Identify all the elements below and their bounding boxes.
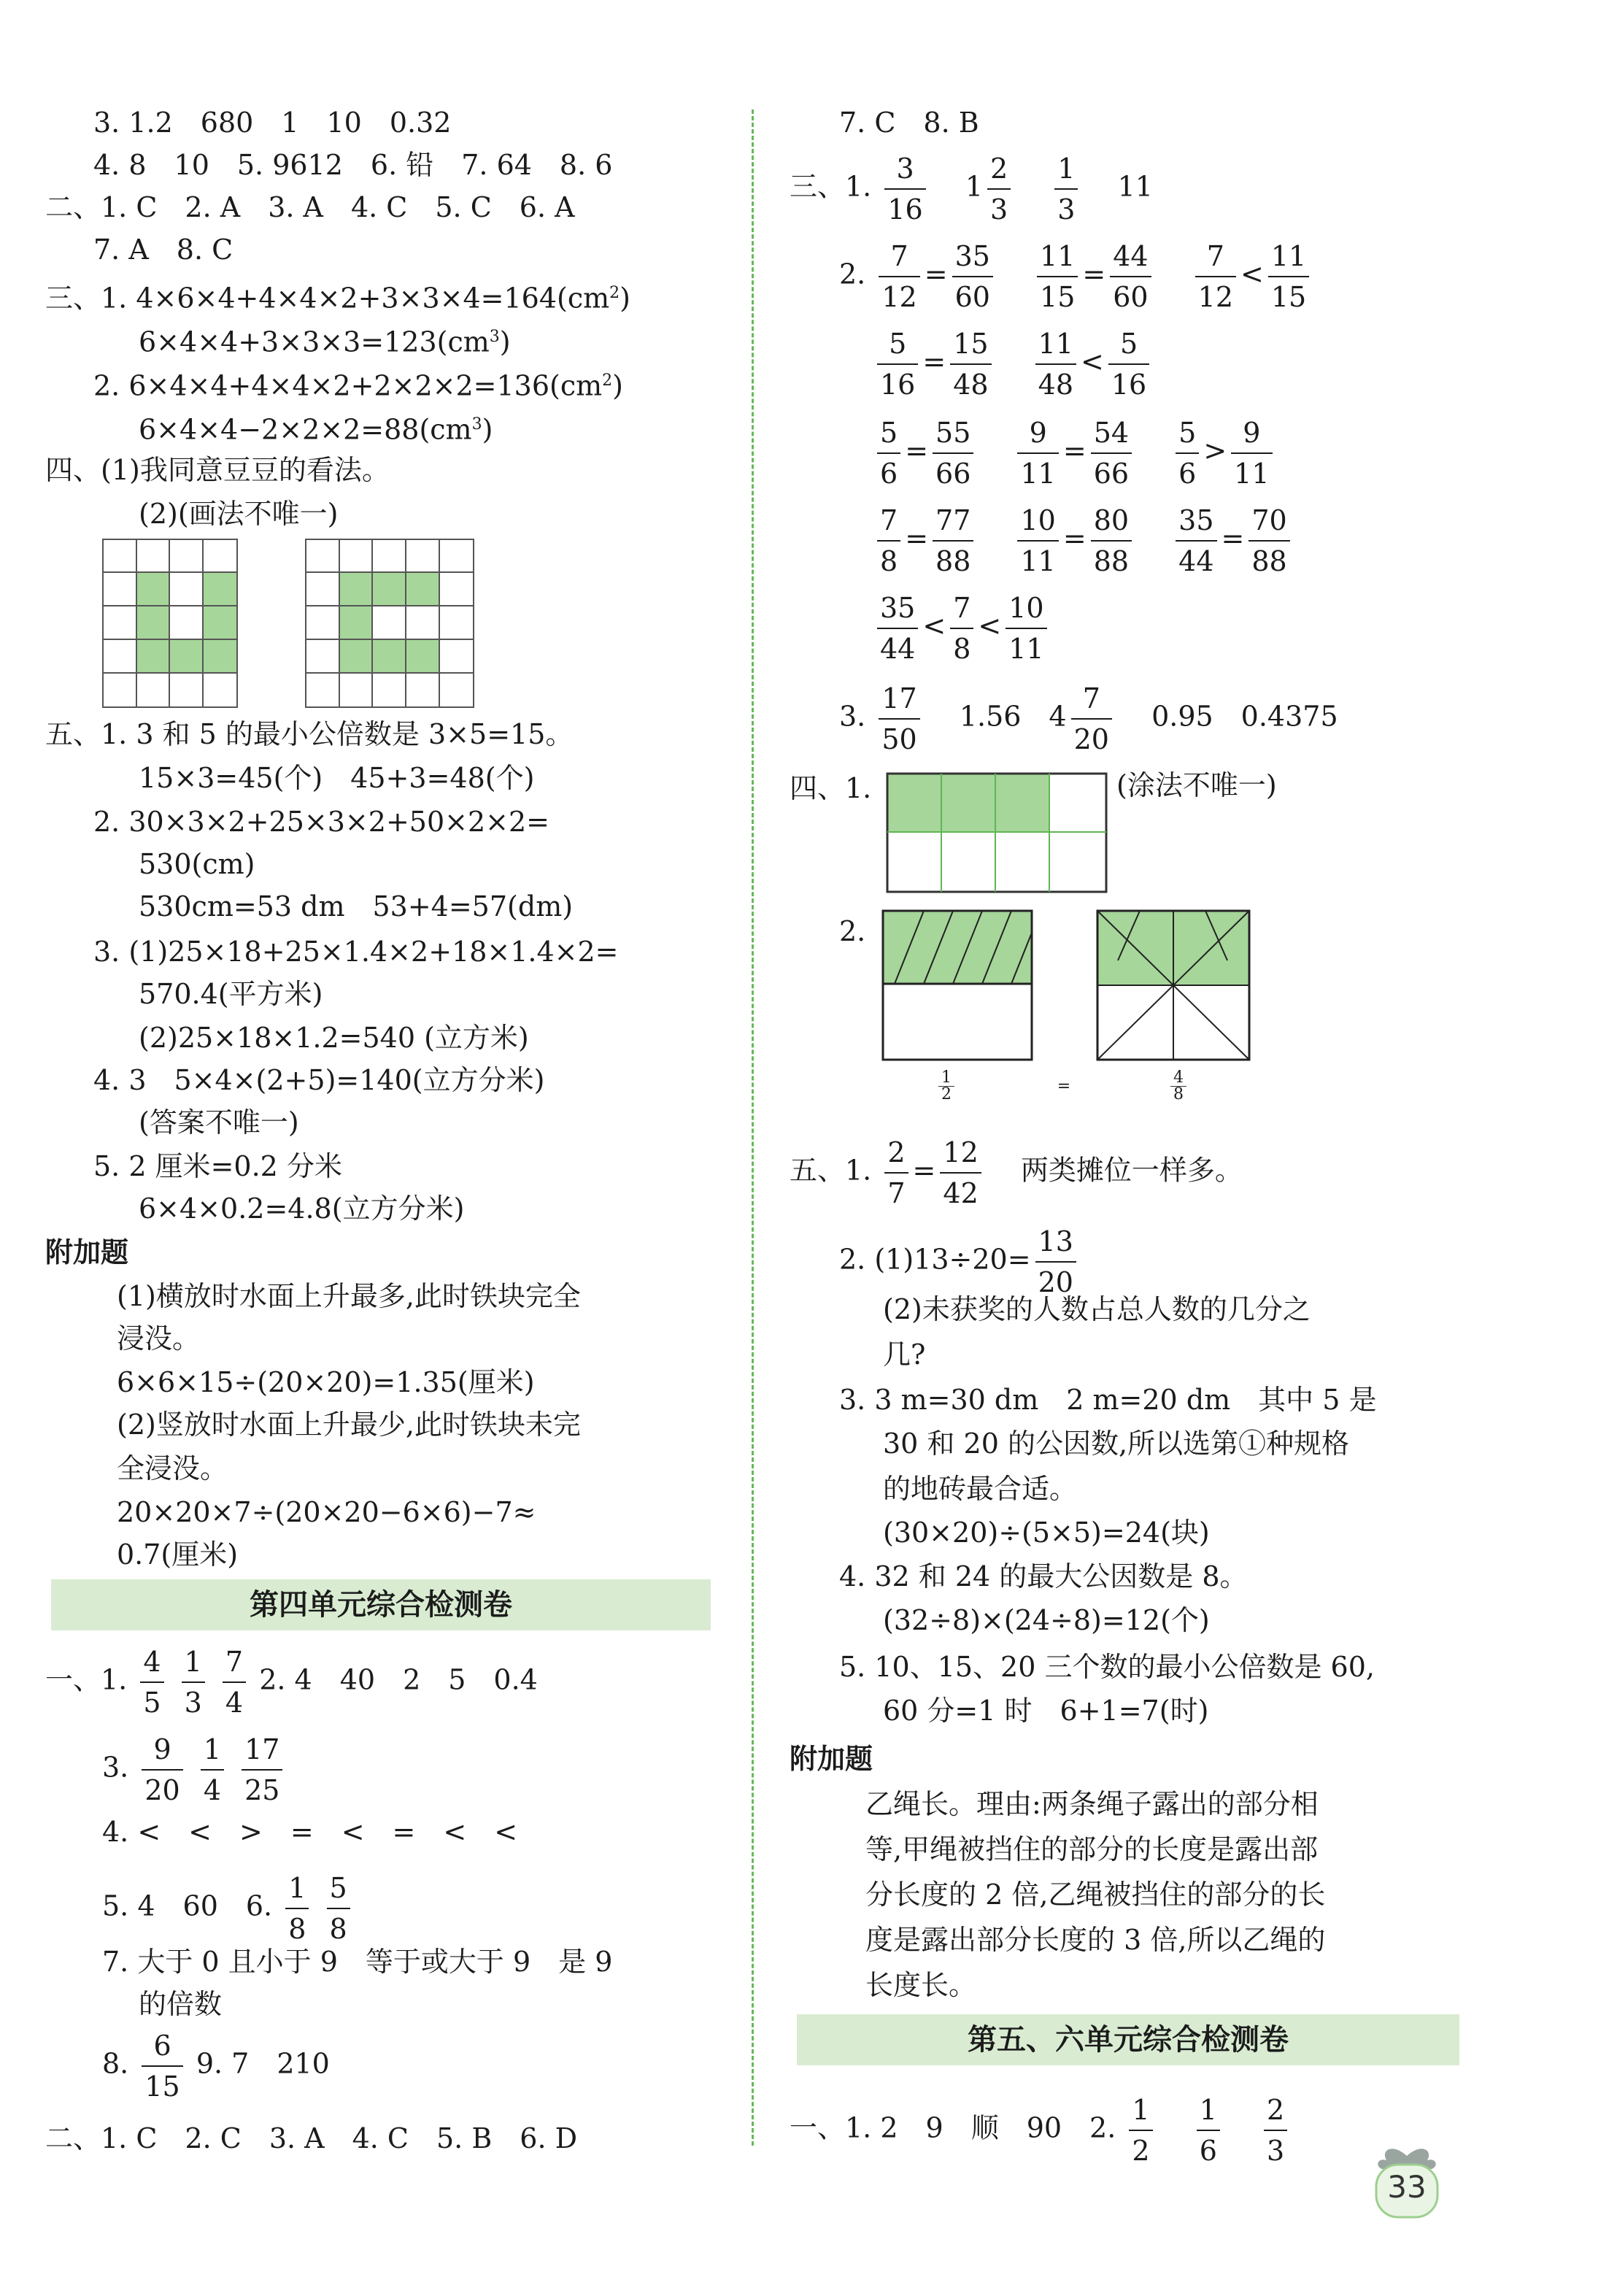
column-divider (752, 109, 754, 2146)
answer-line: 60 分=1 时 6+1=7(时) (883, 1695, 1209, 1727)
answer-line (873, 413, 1277, 493)
answer-text: 两类摊位一样多。 (1020, 1154, 1243, 1187)
answer-line: 20×20×7÷(20×20−6×6)−7≈ (117, 1496, 536, 1528)
grid-drawing-2 (305, 539, 479, 708)
answer-line: 7. 大于 0 且小于 9 等于或大于 9 是 9 (102, 1946, 613, 1978)
fraction: $\frac{5}{6}$ (877, 413, 900, 493)
answer-line: 5. 10、15、20 三个数的最小公倍数是 60, (839, 1651, 1375, 1683)
answer-line (102, 1730, 287, 1810)
answer-line: 全浸没。 (117, 1452, 228, 1484)
answer-line: (答案不唯一) (139, 1106, 299, 1139)
fraction: $\frac{5}{6}$ (1176, 413, 1199, 493)
fraction: $\frac{10}{11}$ (1006, 588, 1046, 669)
answer-line (102, 2026, 330, 2106)
answer-text: 三、1. 4×6×4+4×4×2+3×3×4=164(cm (45, 282, 610, 315)
fraction: $\frac{1}{3}$ (1054, 149, 1078, 229)
answer-line (139, 317, 511, 363)
answer-label: 2. (839, 258, 866, 290)
answer-line: 五、1. 3 和 5 的最小公倍数是 3×5=15。 (45, 718, 574, 750)
fraction: $\frac{55}{66}$ (933, 413, 973, 493)
fraction: $\frac{11}{15}$ (1037, 236, 1078, 317)
operator: = (1062, 434, 1087, 467)
operator: = (1221, 522, 1245, 555)
answer-line (45, 273, 630, 319)
fraction: $\frac{7}{8}$ (950, 588, 973, 669)
answer-line: 四、(1)我同意豆豆的看法。 (45, 454, 390, 486)
answer-line: (32÷8)×(24÷8)=12(个) (883, 1604, 1210, 1636)
answer-label: 一、1. (45, 1663, 128, 1696)
operator: > (1203, 434, 1227, 467)
operator: = (912, 1154, 936, 1187)
fraction: $\frac{2}{3}$ (1264, 2090, 1287, 2170)
answer-text: 2. 4 40 2 5 0.4 (259, 1663, 538, 1696)
answer-line: 四、1. (790, 772, 872, 804)
answer-text: 6×4×4−2×2×2=88(cm (139, 413, 472, 446)
answer-text: 2. (1)13÷20= (839, 1243, 1031, 1276)
answer-line: 0.7(厘米) (117, 1538, 239, 1571)
fraction: $\frac{10}{11}$ (1017, 501, 1058, 581)
fraction: $\frac{1}{4}$ (201, 1730, 224, 1810)
fraction: $\frac{5}{16}$ (877, 324, 918, 404)
answer-line (790, 2090, 1292, 2170)
fraction: $\frac{13}{20}$ (1035, 1222, 1076, 1302)
answer-line: (2)25×18×1.2=540 (立方米) (139, 1022, 529, 1054)
operator: = (924, 258, 948, 290)
answer-label: 3. (839, 700, 866, 733)
fraction: $\frac{4}{5}$ (140, 1642, 163, 1722)
fraction: $\frac{2}{7}$ (884, 1133, 908, 1213)
answer-line (139, 404, 493, 450)
answer-label: 8. (102, 2047, 129, 2080)
fraction: $\frac{11}{15}$ (1268, 236, 1309, 317)
answer-line: 30 和 20 的公因数,所以选第①种规格 (883, 1428, 1350, 1460)
answer-line: 2. 30×3×2+25×3×2+50×2×2= (93, 806, 550, 838)
operator: < (1081, 345, 1104, 378)
equals-sign: = (1057, 1077, 1071, 1095)
fraction: $\frac{7}{20}$ (1071, 679, 1112, 759)
answer-line (45, 1642, 538, 1722)
superscript: 3 (489, 328, 500, 346)
answer-line (839, 236, 1313, 317)
answer-line: 4. 32 和 24 的最大公因数是 8。 (839, 1560, 1248, 1592)
answer-line: (30×20)÷(5×5)=24(块) (883, 1517, 1210, 1549)
fraction: $\frac{15}{48}$ (950, 324, 991, 404)
fraction: $\frac{7}{4}$ (223, 1642, 246, 1722)
answer-line: 570.4(平方米) (139, 978, 323, 1010)
answer-line: 3. 1.2 680 1 10 0.32 (93, 107, 452, 139)
fraction: $\frac{6}{15}$ (142, 2026, 182, 2106)
fraction: $\frac{35}{44}$ (1176, 501, 1216, 581)
answer-line: 530(cm) (139, 848, 255, 880)
answer-text: ) (620, 282, 630, 315)
answer-text: 0.95 0.4375 (1151, 700, 1338, 733)
answer-line (790, 149, 1153, 229)
superscript: 3 (471, 415, 482, 434)
answer-line: 几? (883, 1338, 926, 1371)
answer-line: 4. < < > = < = < < (102, 1816, 518, 1848)
fraction: $\frac{11}{48}$ (1035, 324, 1076, 404)
fraction: $\frac{1}{2}$ (938, 1070, 954, 1103)
operator: = (1062, 522, 1087, 555)
answer-text: ) (482, 413, 493, 446)
answer-text: ) (612, 369, 623, 402)
answer-line: (1)横放时水面上升最多,此时铁块完全 (117, 1280, 581, 1312)
fraction: $\frac{70}{88}$ (1249, 501, 1289, 581)
answer-line: 7. A 8. C (93, 234, 234, 266)
fraction: $\frac{44}{60}$ (1110, 236, 1151, 317)
answer-line: 二、1. C 2. A 3. A 4. C 5. C 6. A (45, 191, 575, 223)
page-number (1370, 2140, 1443, 2220)
answer-line: 15×3=45(个) 45+3=48(个) (139, 762, 535, 794)
operator: = (905, 522, 929, 555)
operator: < (1240, 258, 1264, 290)
fraction: $\frac{12}{42}$ (940, 1133, 981, 1213)
half-hatched-figure (881, 909, 1035, 1063)
answer-line: 2. (839, 915, 866, 947)
grid-drawing-1 (102, 539, 241, 708)
answer-line: 浸没。 (117, 1322, 201, 1355)
unit-5-6-banner: 第五、六单元综合检测卷 (797, 2014, 1459, 2065)
answer-label: 5. 4 60 6. (102, 1889, 273, 1922)
answer-line: 530cm=53 dm 53+4=57(dm) (139, 890, 574, 922)
fraction: $\frac{77}{88}$ (933, 501, 973, 581)
fraction: $\frac{35}{60}$ (952, 236, 993, 317)
answer-line: 的倍数 (139, 1988, 223, 2020)
operator: < (978, 609, 1002, 642)
page-number-text: 33 (1387, 2169, 1427, 2205)
fraction: $\frac{17}{50}$ (879, 679, 919, 759)
fraction: $\frac{9}{20}$ (142, 1730, 182, 1810)
fraction: $\frac{9}{11}$ (1231, 413, 1272, 493)
answer-line: 3. (1)25×18+25×1.4×2+18×1.4×2= (93, 936, 619, 968)
answer-line: 6×6×15÷(20×20)=1.35(厘米) (117, 1366, 535, 1398)
superscript: 2 (609, 284, 620, 302)
fraction: $\frac{1}{2}$ (1129, 2090, 1152, 2170)
answer-line: (2)竖放时水面上升最少,此时铁块未完 (117, 1409, 581, 1441)
shaded-rectangle-figure (886, 772, 1109, 896)
fraction: $\frac{1}{8}$ (285, 1868, 309, 1949)
answer-line: 的地砖最合适。 (883, 1473, 1078, 1505)
answer-line: 乙绳长。理由:两条绳子露出的部分相 (865, 1788, 1319, 1820)
whole-part: 1 (965, 170, 983, 203)
fraction: $\frac{5}{8}$ (327, 1868, 350, 1949)
answer-label: 五、1. (790, 1154, 872, 1187)
answer-line: 4. 3 5×4×(2+5)=140(立方分米) (93, 1064, 545, 1096)
answer-line: 5. 2 厘米=0.2 分米 (93, 1150, 342, 1182)
answer-label: 三、1. (790, 170, 872, 203)
answer-line: 4. 8 10 5. 9612 6. 铅 7. 64 8. 6 (93, 149, 613, 181)
fraction: $\frac{80}{88}$ (1091, 501, 1132, 581)
section-heading: 附加题 (790, 1743, 873, 1775)
answer-line (790, 1133, 1243, 1213)
fraction: $\frac{2}{3}$ (987, 149, 1011, 229)
fraction: $\frac{1}{6}$ (1197, 2090, 1220, 2170)
answer-label: 一、1. 2 9 顺 90 2. (790, 2111, 1116, 2144)
fraction: $\frac{7}{12}$ (1195, 236, 1236, 317)
answer-line: 6×4×0.2=4.8(立方分米) (139, 1193, 465, 1225)
answer-line (873, 324, 1154, 404)
fraction: $\frac{9}{11}$ (1017, 413, 1058, 493)
answer-line: (2)未获奖的人数占总人数的几分之 (883, 1293, 1311, 1325)
fraction: $\frac{4}{8}$ (1170, 1070, 1186, 1103)
section-heading: 附加题 (45, 1236, 129, 1268)
answer-label: 3. (102, 1751, 129, 1784)
answer-text: 11 (1117, 170, 1153, 203)
answer-line: 等,甲绳被挡住的部分的长度是露出部 (865, 1833, 1319, 1865)
answer-line: 二、1. C 2. C 3. A 4. C 5. B 6. D (45, 2122, 578, 2154)
operator: = (905, 434, 929, 467)
fraction: $\frac{7}{12}$ (879, 236, 919, 317)
fraction: $\frac{3}{16}$ (884, 149, 925, 229)
operator: < (922, 609, 946, 642)
answer-text: 1.56 4 (959, 700, 1067, 733)
answer-line (873, 588, 1051, 669)
answer-line: (2)(画法不唯一) (139, 498, 339, 530)
answer-line: 3. 3 m=30 dm 2 m=20 dm 其中 5 是 (839, 1384, 1377, 1416)
answer-line: 7. C 8. B (839, 107, 979, 139)
answer-line: 分长度的 2 倍,乙绳被挡住的部分的长 (865, 1879, 1326, 1911)
fraction: $\frac{5}{16}$ (1108, 324, 1149, 404)
answer-text: ) (499, 325, 511, 358)
answer-text: 9. 7 210 (196, 2047, 330, 2080)
answer-note: (涂法不唯一) (1116, 769, 1277, 801)
answer-line (873, 501, 1294, 581)
fraction: $\frac{17}{25}$ (242, 1730, 282, 1810)
fraction: $\frac{54}{66}$ (1091, 413, 1132, 493)
answer-line (102, 1868, 355, 1949)
fraction: $\frac{35}{44}$ (877, 588, 918, 669)
unit-4-banner: 第四单元综合检测卷 (51, 1579, 711, 1630)
operator: = (1082, 258, 1106, 290)
answer-text: 6×4×4+3×3×3=123(cm (139, 325, 490, 358)
fraction: $\frac{1}{3}$ (182, 1642, 205, 1722)
star-divided-figure (1096, 909, 1252, 1063)
answer-line: 长度长。 (865, 1969, 977, 2001)
answer-text: 2. 6×4×4+4×4×2+2×2×2=136(cm (93, 369, 603, 402)
superscript: 2 (602, 371, 613, 390)
operator: = (922, 345, 946, 378)
fraction: $\frac{7}{8}$ (877, 501, 900, 581)
answer-line (93, 361, 623, 407)
answer-line: 度是露出部分长度的 3 倍,所以乙绳的 (865, 1924, 1326, 1956)
answer-line (839, 679, 1338, 759)
